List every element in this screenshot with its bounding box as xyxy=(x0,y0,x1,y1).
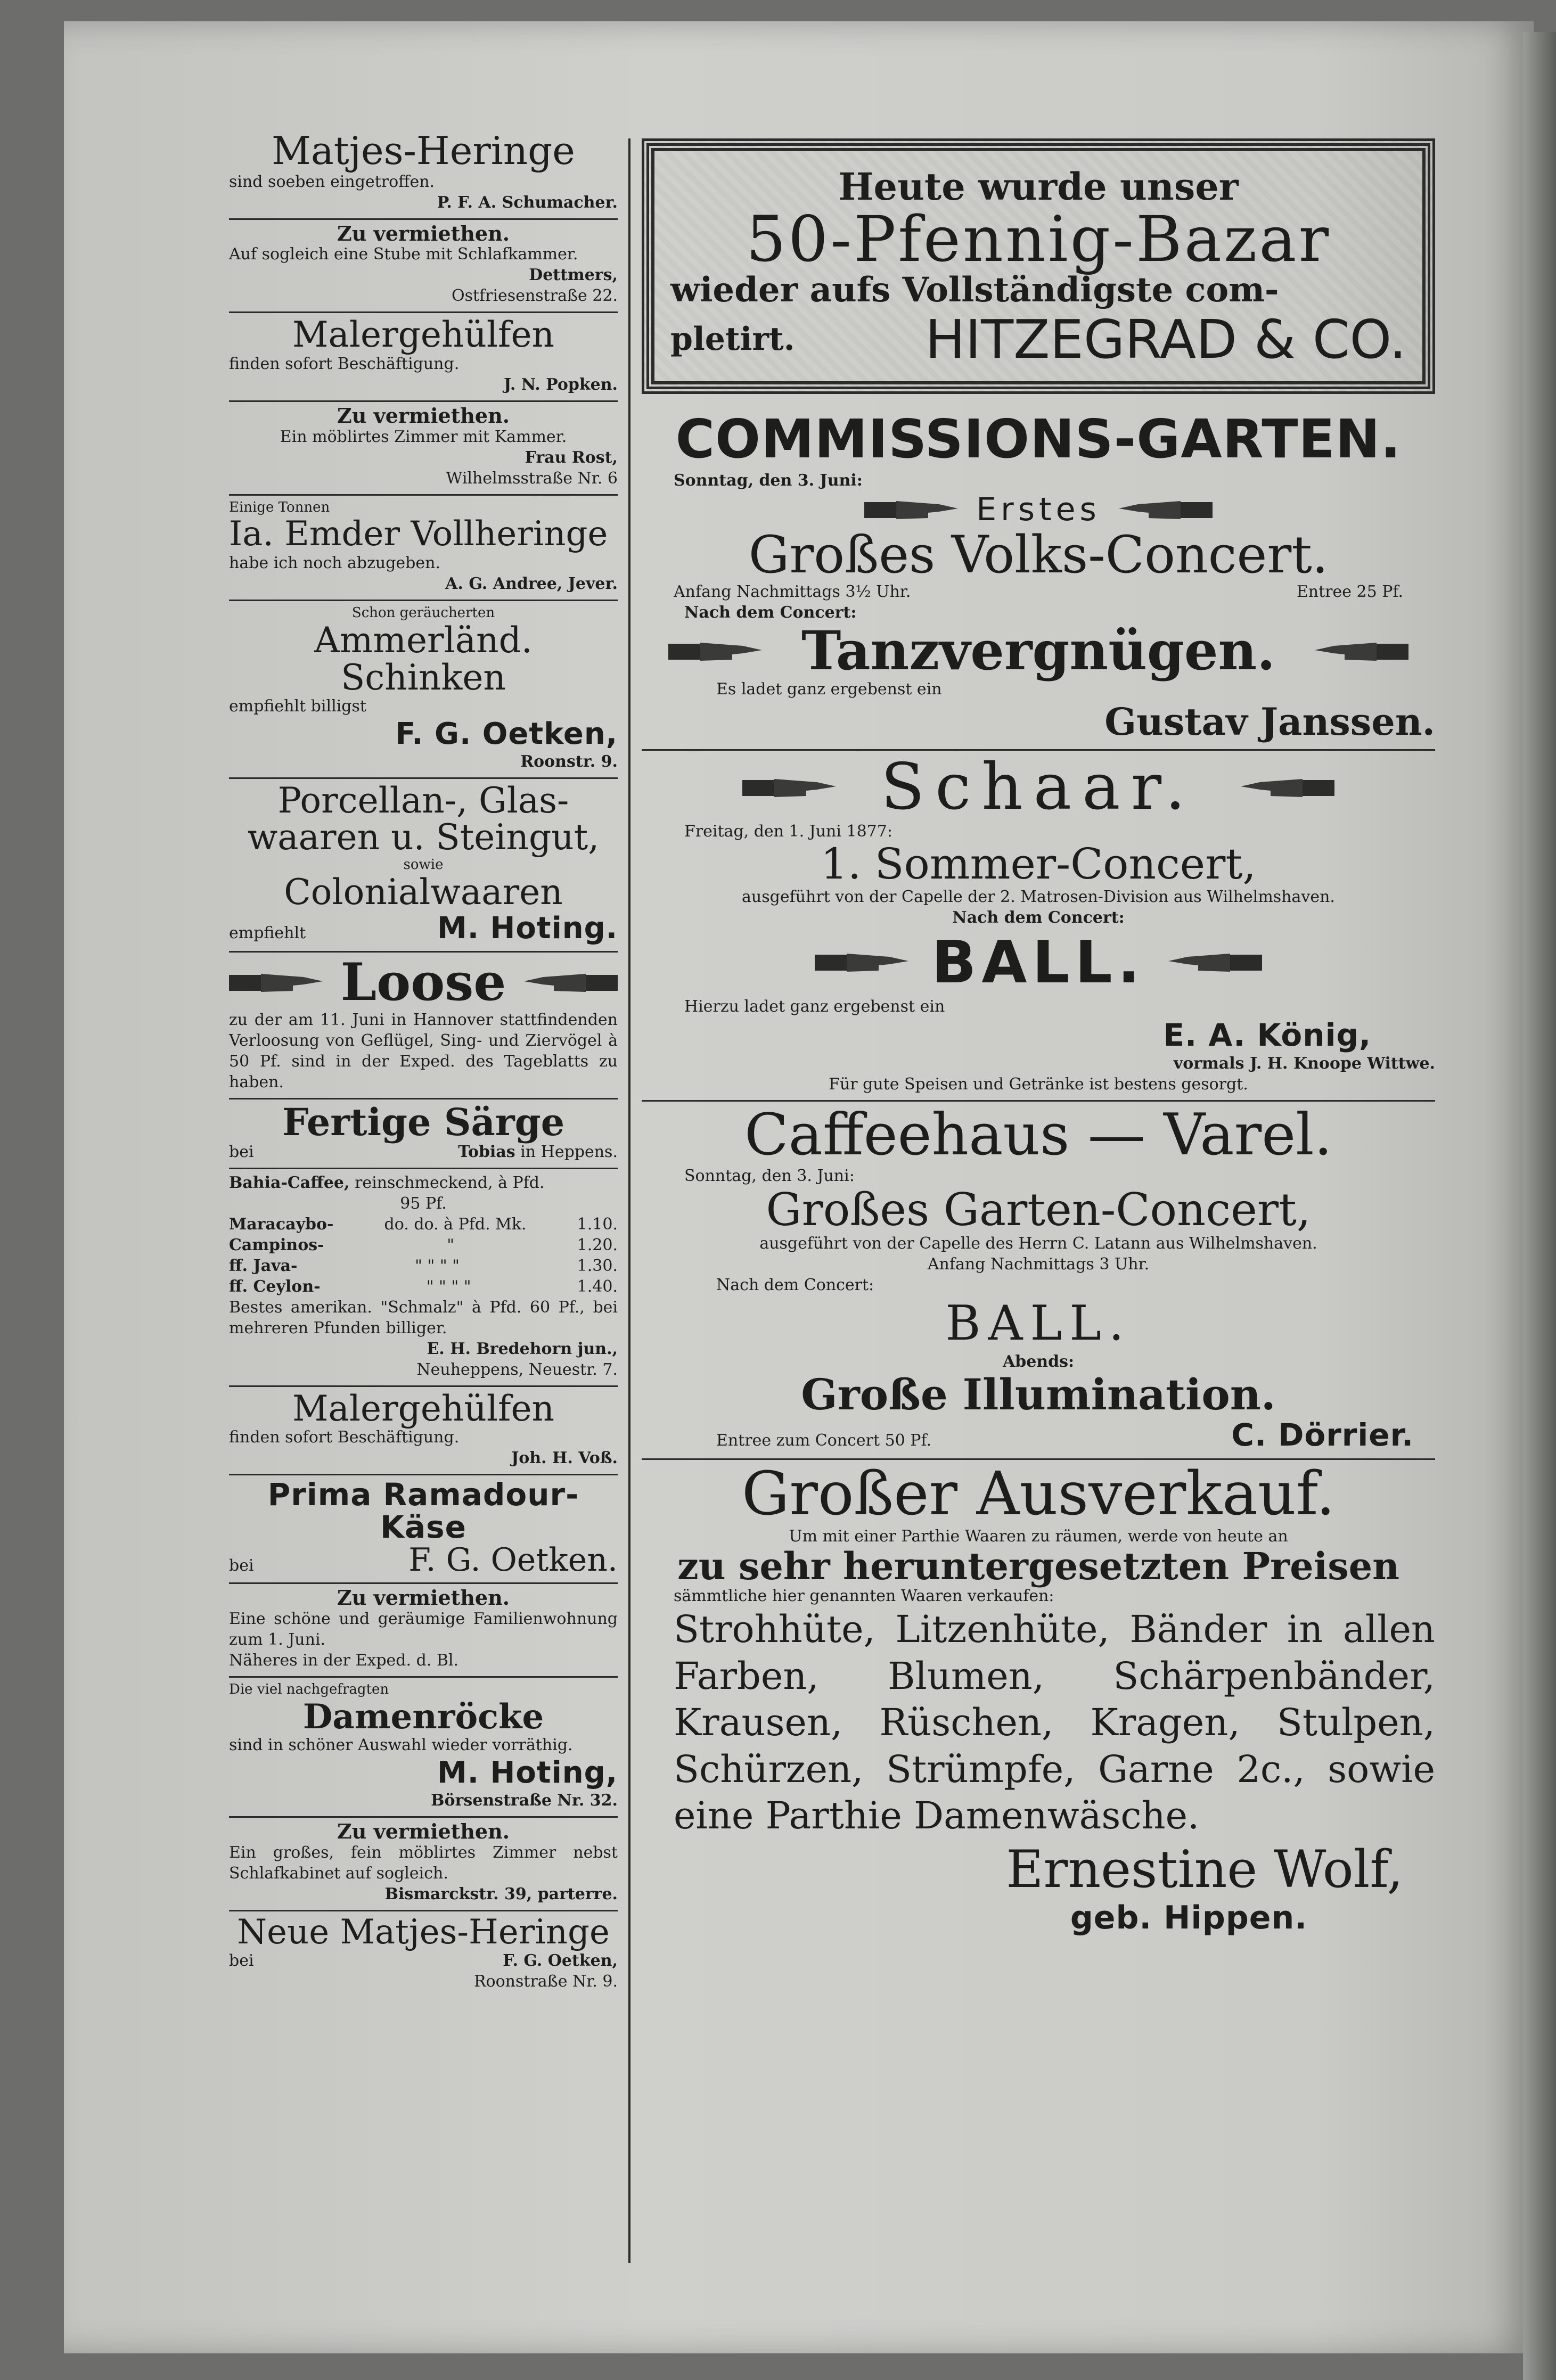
ad-illumination: Große Illumination. xyxy=(801,1369,1276,1419)
pointing-hand-icon xyxy=(229,967,325,997)
ad-text: bei xyxy=(229,1556,254,1575)
ad-grosser-ausverkauf xyxy=(642,1460,1435,1942)
ad-title: Zu vermiethen. xyxy=(337,1819,510,1843)
ad-event: Großes Garten-Concert, xyxy=(766,1183,1311,1236)
ad-start-time: Anfang Nachmittags 3½ Uhr. xyxy=(674,582,911,602)
coffee-label: ff. Ceylon- xyxy=(229,1277,321,1296)
ad-text: sämmtliche hier genannten Waaren verkaufen: xyxy=(674,1587,1054,1606)
ad-saerge xyxy=(229,1099,618,1170)
ad-price-note: zu sehr heruntergesetzten Preisen xyxy=(677,1544,1400,1588)
ad-title: Malergehülfen xyxy=(292,314,555,356)
ad-ball: BALL. xyxy=(931,928,1145,997)
ad-text: sind in schöner Auswahl wieder vorräthig. xyxy=(229,1735,573,1754)
ad-zu-vermiethen-4 xyxy=(229,1818,618,1911)
ad-title: Fertige Särge xyxy=(282,1099,565,1144)
pointing-hand-icon xyxy=(864,495,960,524)
ad-malergehuelfen-2 xyxy=(229,1387,618,1475)
ad-text: finden sofort Beschäftigung. xyxy=(229,1428,460,1447)
ad-place: in Heppens. xyxy=(520,1143,618,1162)
ad-address: Ostfriesenstraße 22. xyxy=(451,286,618,306)
ad-title: Damenröcke xyxy=(302,1696,544,1737)
ad-address: Roonstr. 9. xyxy=(520,752,618,772)
ad-after: Nach dem Concert: xyxy=(716,1275,874,1294)
ad-signature: E. H. Bredehorn jun., xyxy=(427,1340,618,1359)
ad-signature: Frau Rost, xyxy=(525,448,618,467)
ad-title: Großer Ausverkauf. xyxy=(741,1459,1336,1529)
ad-zu-vermiethen-1 xyxy=(229,220,618,314)
ad-dance: Tanzvergnügen. xyxy=(801,619,1275,683)
coffee-row xyxy=(229,1235,618,1255)
ad-signature: C. Dörrier. xyxy=(1231,1416,1414,1453)
ad-schaar xyxy=(642,751,1435,1102)
ad-kaffee xyxy=(229,1169,618,1387)
ad-date: Sonntag, den 3. Juni: xyxy=(674,471,863,490)
left-column xyxy=(229,128,618,1997)
ad-title: Schaar. xyxy=(880,750,1197,825)
ad-title: Zu vermiethen. xyxy=(337,1586,510,1610)
ad-title: Caffeehaus — Varel. xyxy=(744,1102,1333,1169)
ad-title-line-2: waaren u. Steingut, xyxy=(247,817,600,858)
pointing-hand-icon xyxy=(815,947,911,977)
ad-signature: J. N. Popken. xyxy=(503,375,618,394)
ad-text: Eine schöne und geräumige Familienwohnung zum 1. Juni. xyxy=(229,1610,618,1649)
pointing-hand-icon xyxy=(1166,947,1262,977)
ad-address: Wilhelmsstraße Nr. 6 xyxy=(446,469,618,488)
ad-title: COMMISSIONS-GARTEN. xyxy=(675,407,1402,470)
ad-pretext: Die viel nachgefragten xyxy=(229,1681,389,1697)
ad-caffeehaus-varel xyxy=(642,1102,1435,1460)
ad-evening: Abends: xyxy=(1002,1352,1075,1371)
ad-bazar-framed xyxy=(642,138,1435,394)
ad-commissions-garten xyxy=(642,405,1435,751)
ad-text: habe ich noch abzugeben. xyxy=(229,553,440,572)
ad-signature: F. G. Oetken, xyxy=(503,1951,618,1971)
page-spine xyxy=(1523,32,1556,2380)
ad-neue-matjes-heringe xyxy=(229,1911,618,1997)
ad-signature: HITZEGRAD & CO. xyxy=(925,308,1406,371)
coffee-price: 1.10. xyxy=(577,1215,618,1234)
ad-signature: M. Hoting. xyxy=(437,910,618,946)
ad-event: Großes Volks-Concert. xyxy=(748,524,1329,585)
ad-zu-vermiethen-2 xyxy=(229,402,618,496)
ad-ball: BALL. xyxy=(945,1295,1132,1351)
ad-title-line-3: wieder aufs Vollständigste com- xyxy=(670,270,1279,310)
ad-title: Malergehülfen xyxy=(292,1388,555,1430)
ad-goods-list: Strohhüte, Litzenhüte, Bänder in allen Farben, Blumen, Schärpenbänder, Krausen, Rüschen, Kragen, Stulpen, Schürzen, Strümpfe, Garne 2c., sowie eine Parthie Damenwäsche. xyxy=(674,1607,1435,1838)
ad-signature: Joh. H. Voß. xyxy=(511,1449,618,1468)
ad-porcellan xyxy=(229,779,618,953)
ad-text: empfiehlt xyxy=(229,923,306,942)
ad-vollheringe xyxy=(229,496,618,601)
ad-signature: E. A. König, xyxy=(1163,1017,1371,1054)
coffee-text: " " " " xyxy=(426,1277,471,1296)
ad-address: Roonstraße Nr. 9. xyxy=(473,1972,618,1991)
ad-text: bei xyxy=(229,1143,254,1162)
coffee-text: " xyxy=(447,1236,455,1255)
ad-title-line-1: Heute wurde unser xyxy=(838,165,1239,209)
coffee-label: Maracaybo- xyxy=(229,1215,334,1234)
coffee-row xyxy=(229,1214,618,1235)
column-divider xyxy=(628,138,630,2263)
ad-loose xyxy=(229,953,618,1099)
pointing-hand-icon xyxy=(742,773,838,802)
ad-ramadour-kaese xyxy=(229,1475,618,1584)
coffee-price: 1.30. xyxy=(577,1257,618,1276)
coffee-text: reinschmeckend, à Pfd. xyxy=(355,1173,545,1193)
schmalz-text: Bestes amerikan. "Schmalz" à Pfd. 60 Pf., bei mehreren Pfunden billiger. xyxy=(229,1298,618,1338)
pointing-hand-icon xyxy=(522,967,618,997)
coffee-text: " " " " xyxy=(415,1257,460,1276)
ad-text: finden sofort Beschäftigung. xyxy=(229,354,460,373)
ad-title: Neue Matjes-Heringe xyxy=(237,1912,610,1952)
coffee-row xyxy=(229,1255,618,1276)
ad-signature: A. G. Andree, Jever. xyxy=(445,574,618,593)
ad-signature: Gustav Janssen. xyxy=(1104,700,1435,744)
ad-schinken xyxy=(229,601,618,779)
ad-subtitle: Erstes xyxy=(976,490,1101,528)
ad-note: Näheres in der Exped. d. Bl. xyxy=(229,1651,459,1670)
ad-matjes-heringe xyxy=(229,128,618,220)
ad-title-line-2: 50-Pfennig-Bazar xyxy=(746,202,1331,276)
ad-text: Ein möblirtes Zimmer mit Kammer. xyxy=(280,427,567,446)
ad-start-time: Anfang Nachmittags 3 Uhr. xyxy=(927,1254,1150,1274)
ad-entry-fee: Entree 25 Pf. xyxy=(1296,582,1403,602)
coffee-price: 95 Pf. xyxy=(400,1194,447,1213)
ad-title-line-4: pletirt. xyxy=(670,321,795,358)
ad-performer: ausgeführt von der Capelle der 2. Matrosen-Division aus Wilhelmshaven. xyxy=(742,888,1335,907)
ad-date: Sonntag, den 3. Juni: xyxy=(684,1166,855,1185)
pointing-hand-icon xyxy=(1313,636,1408,666)
ad-address: Bismarckstr. 39, parterre. xyxy=(384,1884,618,1903)
ad-text: bei xyxy=(229,1951,254,1971)
ad-title: Matjes-Heringe xyxy=(272,128,575,173)
ad-malergehuelfen-1 xyxy=(229,313,618,401)
coffee-label: ff. Java- xyxy=(229,1257,298,1276)
ad-text: Auf sogleich eine Stube mit Schlafkammer. xyxy=(229,245,578,264)
ad-text: sind soeben eingetroffen. xyxy=(229,172,435,191)
ad-maiden-name: geb. Hippen. xyxy=(1070,1899,1307,1936)
ad-event: 1. Sommer-Concert, xyxy=(821,839,1256,889)
ad-performer: ausgeführt von der Capelle des Herrn C. Latann aus Wilhelmshaven. xyxy=(759,1234,1317,1253)
ad-title: Ia. Emder Vollheringe xyxy=(229,514,608,554)
coffee-label: Campinos- xyxy=(229,1236,324,1255)
ad-invitation: Es ladet ganz ergebenst ein xyxy=(716,680,942,699)
ad-entry-fee: Entree zum Concert 50 Pf. xyxy=(716,1431,932,1450)
ad-damenroecke xyxy=(229,1678,618,1818)
ad-note: Für gute Speisen und Getränke ist bestens gesorgt. xyxy=(829,1075,1248,1094)
ad-text: empfiehlt billigst xyxy=(229,697,366,716)
ad-signature: F. G. Oetken. xyxy=(408,1541,618,1579)
ad-address: Neuheppens, Neuestr. 7. xyxy=(416,1360,618,1380)
ad-signature: Tobias xyxy=(458,1143,515,1162)
ad-signature: Dettmers, xyxy=(529,266,618,285)
ad-title: Zu vermiethen. xyxy=(337,403,510,428)
ad-date: Freitag, den 1. Juni 1877: xyxy=(684,822,892,841)
ad-title: Loose xyxy=(340,951,506,1012)
ad-after: Nach dem Concert: xyxy=(684,603,857,622)
right-column xyxy=(642,138,1435,1942)
pointing-hand-icon xyxy=(1117,495,1213,524)
pointing-hand-icon xyxy=(668,636,764,666)
ad-title: Ammerländ. Schinken xyxy=(314,620,533,698)
ad-pretext: Schon geräucherten xyxy=(351,604,495,621)
ad-title: Zu vermiethen. xyxy=(337,221,510,245)
ad-zu-vermiethen-3 xyxy=(229,1584,618,1678)
ad-text: zu der am 11. Juni in Hannover stattfindenden Verloosung von Geflügel, Sing- und Ziervögel à 50 Pf. sind in der Exped. des Tageblatts zu haben. xyxy=(229,1010,618,1091)
ad-pretext: Einige Tonnen xyxy=(229,499,330,515)
ad-after: Nach dem Concert: xyxy=(952,908,1125,928)
coffee-text: do. do. à Pfd. Mk. xyxy=(384,1215,527,1234)
ad-title-line-1: Porcellan-, Glas- xyxy=(277,780,569,822)
pointing-hand-icon xyxy=(1239,773,1334,802)
ad-signature: M. Hoting, xyxy=(437,1755,618,1790)
ad-text: Ein großes, fein möblirtes Zimmer nebst Schlafkabinet auf sogleich. xyxy=(229,1843,618,1883)
coffee-price: 1.20. xyxy=(577,1236,618,1255)
coffee-row xyxy=(229,1276,618,1297)
ad-signature: F. G. Oetken, xyxy=(395,717,618,752)
ad-title: Prima Ramadour-Käse xyxy=(267,1476,579,1546)
coffee-label: Bahia-Caffee, xyxy=(229,1173,350,1193)
ad-connector: sowie xyxy=(403,856,444,873)
ad-signature: P. F. A. Schumacher. xyxy=(437,193,618,212)
ad-invitation: Hierzu ladet ganz ergebenst ein xyxy=(684,997,945,1016)
ad-intro: Um mit einer Parthie Waaren zu räumen, werde von heute an xyxy=(789,1527,1288,1546)
coffee-price: 1.40. xyxy=(577,1277,618,1296)
ad-signature: Ernestine Wolf, xyxy=(1006,1839,1403,1899)
ad-address: Börsenstraße Nr. 32. xyxy=(431,1791,618,1810)
ad-formerly: vormals J. H. Knoope Wittwe. xyxy=(1173,1054,1435,1073)
ad-title-line-3: Colonialwaaren xyxy=(284,872,563,913)
